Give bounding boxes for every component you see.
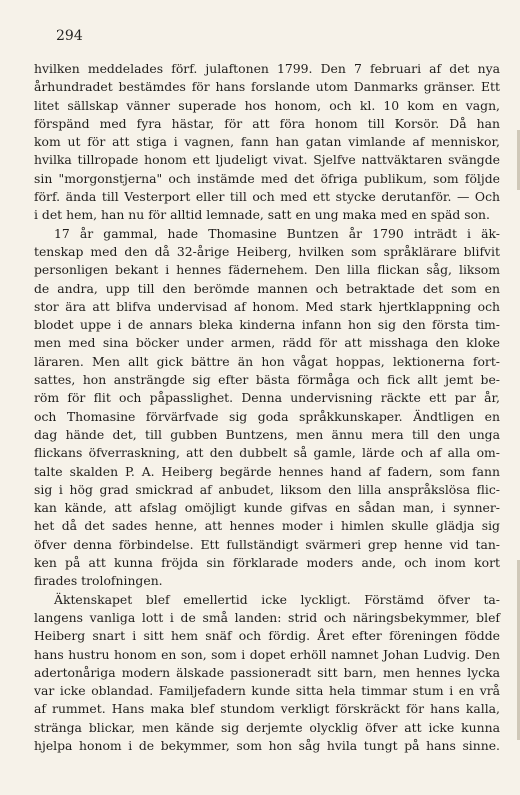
text-line: var icke oblandad. Familjefadern kunde sitta hela timmar stum i en vrå bbox=[34, 683, 500, 699]
text-line: adertonåriga modern älskade passioneradt sitt barn, men hennes lycka bbox=[34, 664, 500, 680]
text-line: talte skalden P. A. Heiberg begärde hennes hand af fadern, som fann bbox=[34, 463, 500, 479]
text-line: dag hände det, till gubben Buntzens, men ännu mera till den unga bbox=[34, 426, 500, 442]
text-line: langens vanliga lott i de små landen: strid och näringsbekymmer, blef bbox=[34, 609, 500, 625]
text-line: stränga blickar, men kände sig derjemte olycklig öfver att icke kunna bbox=[34, 719, 500, 735]
text-line: ken på att kunna fröjda sin förklarade moders ande, och inom kort bbox=[34, 555, 500, 571]
text-line: Heiberg snart i sitt hem snäf och fördig. Året efter föreningen födde bbox=[34, 628, 500, 644]
text-line: 17 år gammal, hade Thomasine Buntzen år 1790 inträdt i äk- bbox=[54, 225, 500, 241]
body-text bbox=[34, 60, 500, 755]
text-line: i det hem, han nu för alltid lemnade, satt en ung maka med en späd son. bbox=[34, 207, 490, 223]
text-line: kan kände, att afslag omöjligt kunde gifvas en sådan man, i synner- bbox=[34, 500, 500, 516]
text-line: sig i hög grad smickrad af anbudet, liksom den lilla anspråkslösa flic- bbox=[34, 481, 500, 497]
text-line: blodet uppe i de annars bleka kinderna infann hon sig den första tim- bbox=[34, 317, 500, 333]
text-line: kom ut för att stiga i vagnen, fann han gatan vimlande af menniskor, bbox=[34, 134, 500, 150]
text-line: firades trolofningen. bbox=[34, 573, 163, 589]
text-line: de andra, upp till den berömde mannen och betraktade det som en bbox=[34, 280, 500, 296]
text-line: stor ära att blifva undervisad af honom. Med stark hjertklappning och bbox=[34, 298, 500, 314]
text-line: litet sällskap vänner superade hos honom, och kl. 10 kom en vagn, bbox=[34, 97, 500, 113]
page-number: 294 bbox=[56, 28, 83, 44]
text-line: het då det sades henne, att hennes moder i himlen skulle glädja sig bbox=[34, 518, 500, 534]
text-line: läraren. Men allt gick bättre än hon vågat hoppas, lektionerna fort- bbox=[34, 353, 500, 369]
text-line: tenskap med den då 32-årige Heiberg, hvilken som språklärare blifvit bbox=[34, 243, 500, 259]
text-line: Äktenskapet blef emellertid icke lyckligt. Förstämd öfver ta- bbox=[54, 591, 500, 607]
text-line: och Thomasine förvärfvade sig goda språkkunskaper. Ändtligen en bbox=[34, 408, 500, 424]
text-line: förspänd med fyra hästar, för att föra honom till Korsör. Då han bbox=[34, 115, 500, 131]
text-line: hans hustru honom en son, som i dopet erhöll namnet Johan Ludvig. Den bbox=[34, 646, 500, 662]
text-line: röm för flit och påpasslighet. Denna undervisning räckte ett par år, bbox=[34, 390, 500, 406]
text-line: personligen bekant i hennes fädernehem. Den lilla flickan såg, liksom bbox=[34, 262, 500, 278]
text-line: hjelpa honom i de bekymmer, som hon såg hvila tungt på hans sinne. bbox=[34, 737, 500, 753]
text-line: förf. ända till Vesterport eller till och med ett stycke derutanför. — Och bbox=[34, 189, 500, 205]
text-line: öfver denna förbindelse. Ett fullständigt svärmeri grep henne vid tan- bbox=[34, 536, 500, 552]
text-line: men med sina böcker under armen, rädd för att misshaga den kloke bbox=[34, 335, 500, 351]
text-line: flickans öfverraskning, att den dubbelt så gamle, lärde och af alla om- bbox=[34, 445, 500, 461]
text-line: århundradet bestämdes för hans forslande utom Danmarks gränser. Ett bbox=[34, 79, 500, 95]
text-line: hvilken meddelades förf. julaftonen 1799. Den 7 februari af det nya bbox=[34, 61, 500, 76]
text-line: hvilka tillropade honom ett ljudeligt vivat. Sjelfve nattväktaren svängde bbox=[34, 152, 500, 168]
text-line: sattes, hon ansträngde sig efter bästa förmåga och fick allt jemt be- bbox=[34, 372, 500, 388]
text-line: af rummet. Hans maka blef stundom verkligt förskräckt för hans kalla, bbox=[34, 701, 500, 717]
text-line: sin "morgonstjerna" och instämde med det öfriga publikum, som följde bbox=[34, 170, 500, 186]
